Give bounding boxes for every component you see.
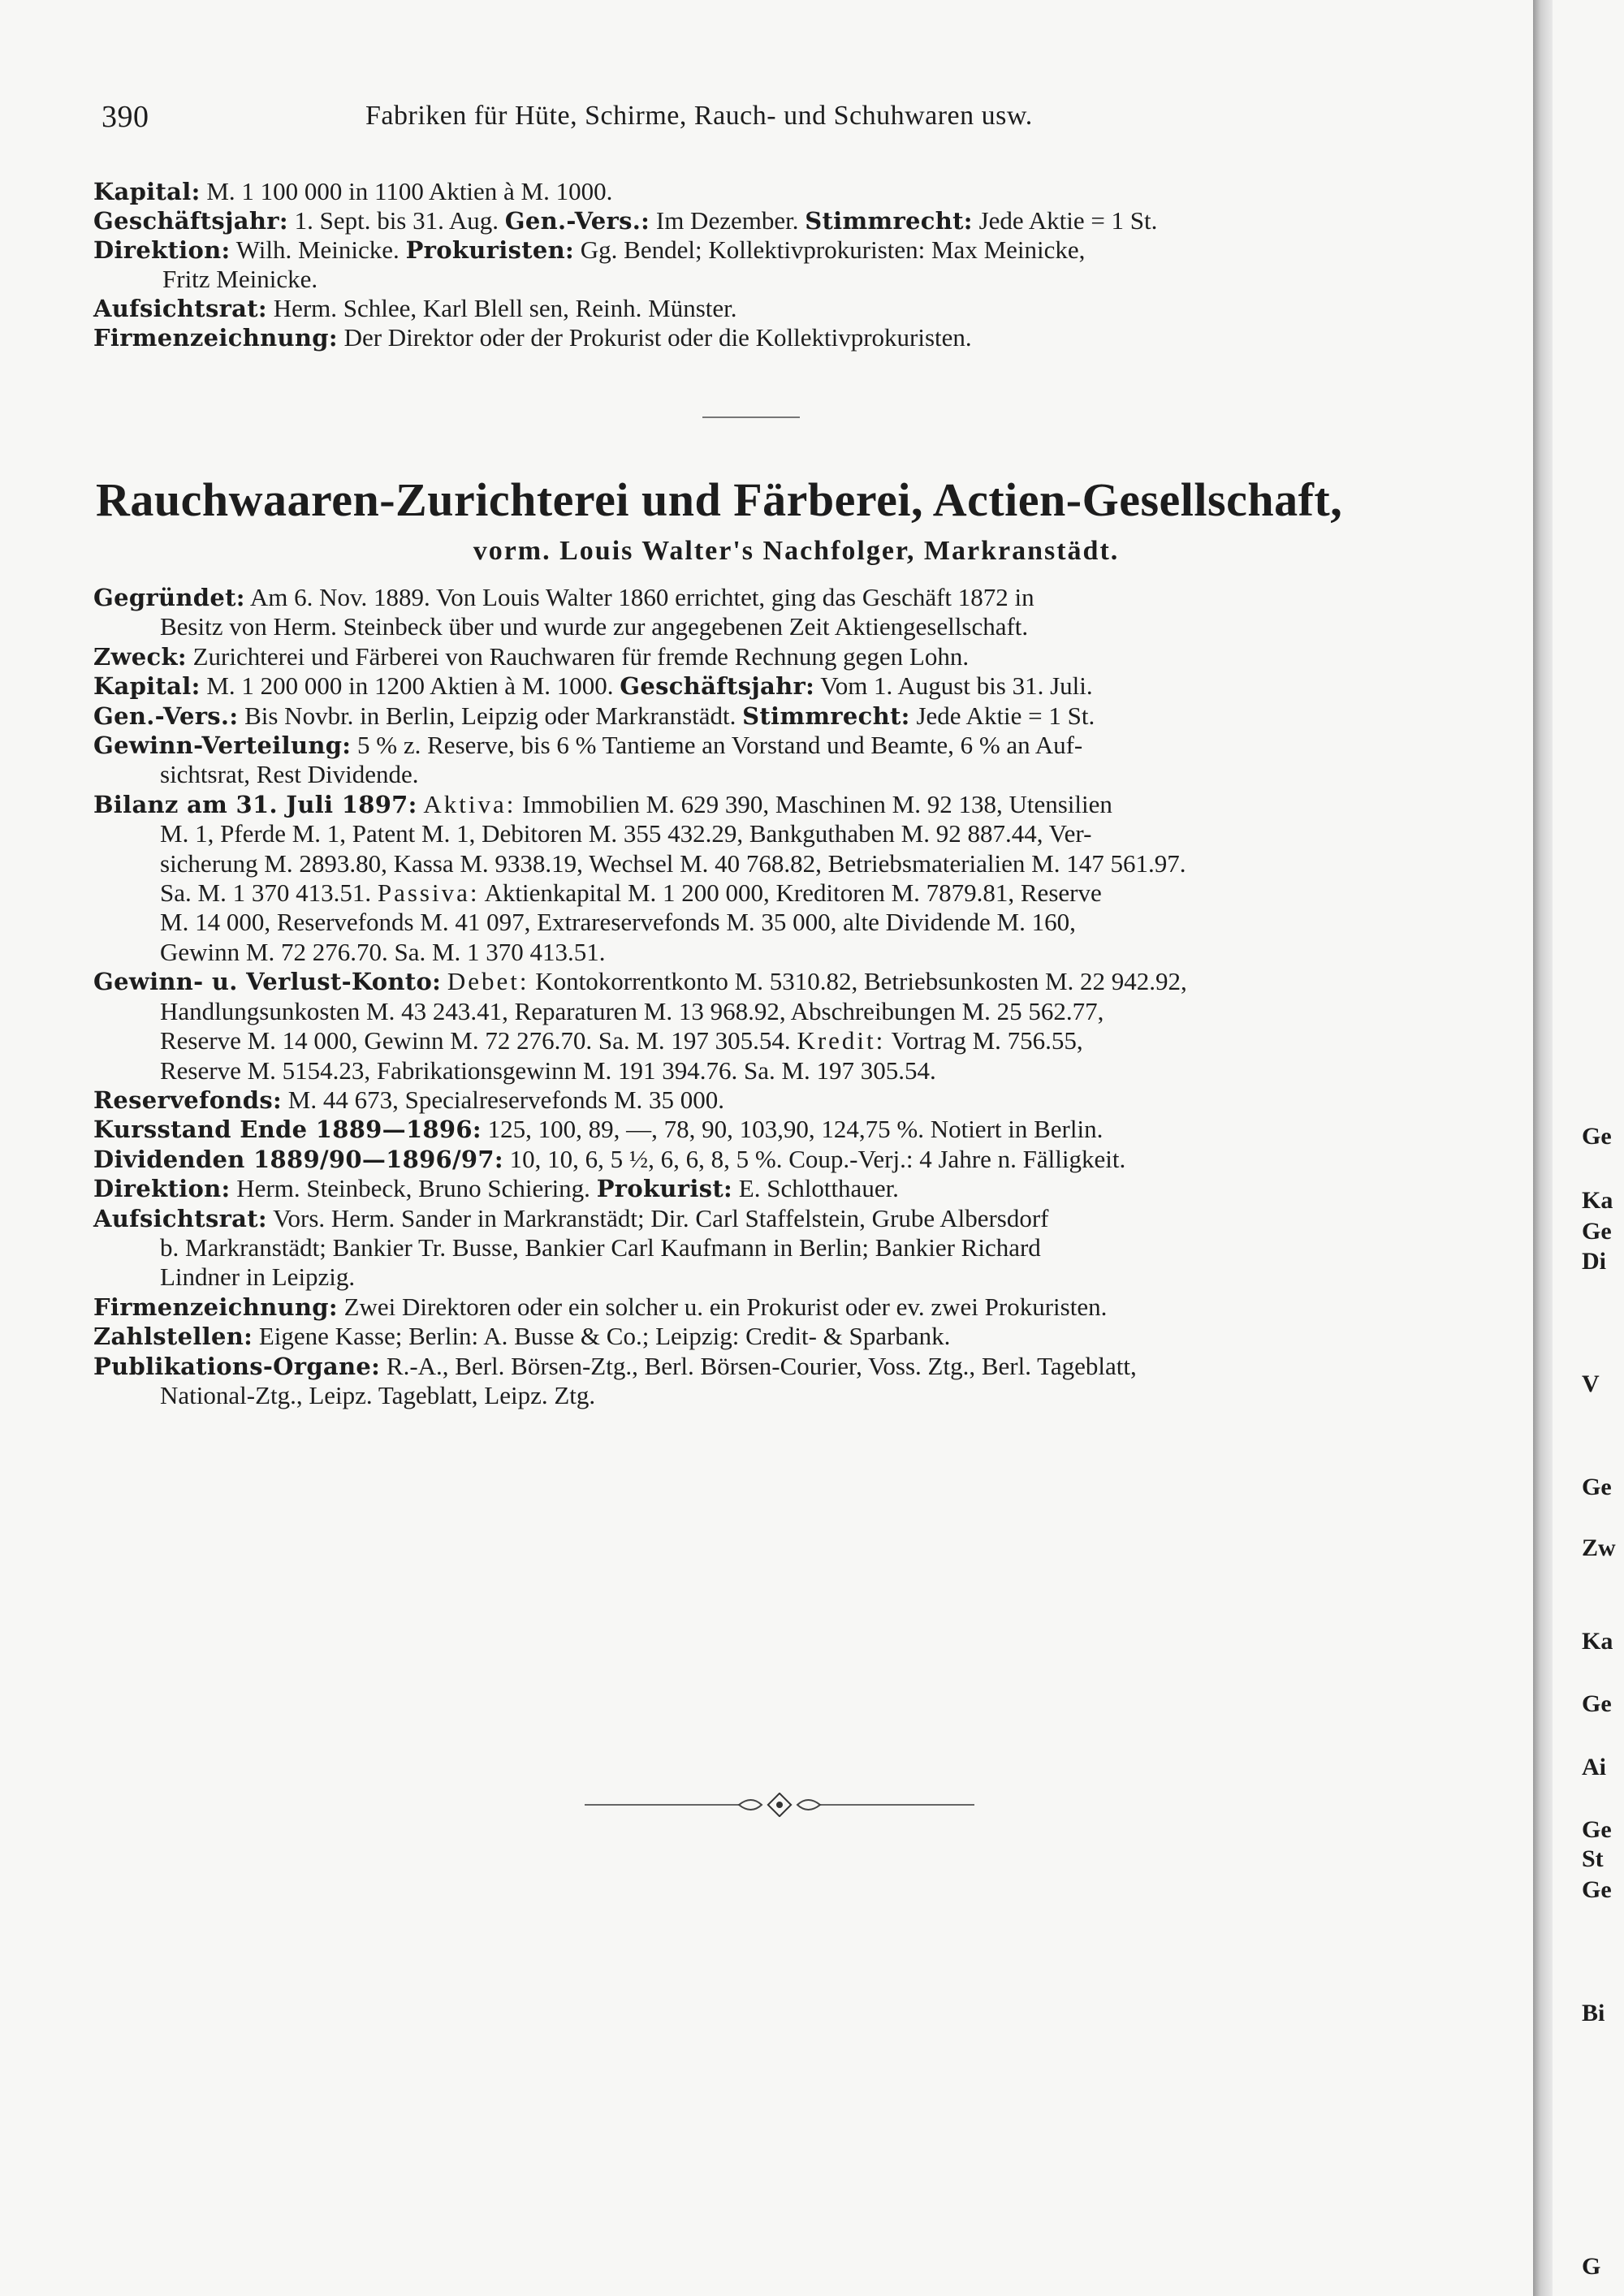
entry-gegruendet: Gegründet: Am 6. Nov. 1889. Von Louis Walter 1860 errichtet, ging das Geschäft 1872 in <box>93 583 1034 611</box>
entry-bilanz-line-3: Sa. M. 1 370 413.51. Passiva: Aktienkapital M. 1 200 000, Kreditoren M. 7879.81, Reserve <box>160 878 1102 908</box>
entry-guv-line-1: Handlungsunkosten M. 43 243.41, Reparaturen M. 13 968.92, Abschreibungen M. 25 562.77, <box>160 996 1104 1025</box>
entry-publikations-organe-cont: National-Ztg., Leipz. Tageblatt, Leipz. Ztg. <box>160 1380 596 1409</box>
prev-firmenzeichnung: Firmenzeichnung: Der Direktor oder der Prokurist oder die Kollektivprokuristen. <box>93 323 972 352</box>
entry-dividenden: Dividenden 1889/90—1896/97: 10, 10, 6, 5 ½, 6, 6, 8, 5 %. Coup.-Verj.: 4 Jahre n. Fälligkeit. <box>93 1144 1126 1173</box>
margin-fragment: Ge <box>1582 1876 1612 1903</box>
entry-reservefonds: Reservefonds: M. 44 673, Specialreservefonds M. 35 000. <box>93 1085 725 1114</box>
prev-aufsichtsrat: Aufsichtsrat: Herm. Schlee, Karl Blell sen, Reinh. Münster. <box>93 294 737 322</box>
entry-direktion: Direktion: Herm. Steinbeck, Bruno Schiering. Prokurist: E. Schlotthauer. <box>93 1174 899 1203</box>
margin-fragment: Di <box>1582 1248 1606 1275</box>
prev-direktion-cont: Fritz Meinicke. <box>162 265 318 293</box>
company-entry <box>93 583 1494 1410</box>
margin-fragment: Bi <box>1582 2000 1605 2026</box>
entry-kapital: Kapital: M. 1 200 000 in 1200 Aktien à M. 1000. Geschäftsjahr: Vom 1. August bis 31. Juli. <box>93 671 1093 701</box>
margin-fragment: Ge <box>1582 1690 1612 1717</box>
margin-fragment: G <box>1582 2253 1601 2280</box>
ornament-divider-icon <box>585 1793 974 1817</box>
page-gutter <box>1533 0 1553 2296</box>
entry-aufsichtsrat: Aufsichtsrat: Vors. Herm. Sander in Markranstädt; Dir. Carl Staffelstein, Grube Albersdorf <box>93 1203 1049 1232</box>
entry-guv: Gewinn- u. Verlust-Konto: Debet: Kontokorrentkonto M. 5310.82, Betriebsunkosten M. 22 942.92, <box>93 967 1187 996</box>
entry-bilanz: Bilanz am 31. Juli 1897: Aktiva: Immobilien M. 629 390, Maschinen M. 92 138, Utensilien <box>93 789 1112 818</box>
entry-bilanz-line-5: Gewinn M. 72 276.70. Sa. M. 1 370 413.51. <box>160 937 606 966</box>
entry-firmenzeichnung: Firmenzeichnung: Zwei Direktoren oder ein solcher u. ein Prokurist oder ev. zwei Prokuristen. <box>93 1292 1108 1321</box>
entry-kursstand: Kursstand Ende 1889—1896: 125, 100, 89, —, 78, 90, 103,90, 124,75 %. Notiert in Berlin. <box>93 1115 1104 1144</box>
margin-fragment: St <box>1582 1845 1604 1872</box>
prev-geschaeftsjahr: Geschäftsjahr: 1. Sept. bis 31. Aug. Gen.-Vers.: Im Dezember. Stimmrecht: Jede Aktie = 1 St. <box>93 206 1158 235</box>
margin-fragment: Zw <box>1582 1534 1616 1561</box>
running-title: Fabriken für Hüte, Schirme, Rauch- und Schuhwaren usw. <box>365 101 1033 131</box>
margin-fragment: Ge <box>1582 1474 1612 1500</box>
company-name: Rauchwaaren-Zurichterei und Färberei, Actien-Gesellschaft, <box>96 473 1343 526</box>
margin-fragment: Ka <box>1582 1187 1613 1214</box>
entry-bilanz-line-1: M. 1, Pferde M. 1, Patent M. 1, Debitoren M. 355 432.29, Bankguthaben M. 92 887.44, Ver- <box>160 819 1092 848</box>
margin-fragment: V <box>1582 1370 1600 1397</box>
entry-gewinn-verteilung-cont: sichtsrat, Rest Dividende. <box>160 760 419 789</box>
entry-publikations-organe: Publikations-Organe: R.-A., Berl. Börsen-Ztg., Berl. Börsen-Courier, Voss. Ztg., Berl. Tageblatt, <box>93 1351 1137 1380</box>
entry-gewinn-verteilung: Gewinn-Verteilung: 5 % z. Reserve, bis 6 % Tantieme an Vorstand und Beamte, 6 % an Auf- <box>93 731 1083 760</box>
margin-fragment: Ge <box>1582 1218 1612 1245</box>
entry-bilanz-line-2: sicherung M. 2893.80, Kassa M. 9338.19, Wechsel M. 40 768.82, Betriebsmaterialien M. 147 561.97. <box>160 848 1186 878</box>
entry-guv-line-3: Reserve M. 5154.23, Fabrikationsgewinn M. 191 394.76. Sa. M. 197 305.54. <box>160 1055 936 1085</box>
margin-fragment: Ka <box>1582 1628 1613 1655</box>
company-subtitle: vorm. Louis Walter's Nachfolger, Markranstädt. <box>473 536 1120 566</box>
entry-zweck: Zweck: Zurichterei und Färberei von Rauchwaren für fremde Rechnung gegen Lohn. <box>93 641 970 671</box>
previous-entry <box>93 177 1494 352</box>
margin-fragment: Ge <box>1582 1816 1612 1843</box>
prev-direktion: Direktion: Wilh. Meinicke. Prokuristen: Gg. Bendel; Kollektivprokuristen: Max Meinicke, <box>93 235 1086 264</box>
adjacent-page-edge <box>1533 0 1624 2296</box>
entry-gen-vers: Gen.-Vers.: Bis Novbr. in Berlin, Leipzig oder Markranstädt. Stimmrecht: Jede Aktie = 1 St. <box>93 701 1095 730</box>
entry-gegruendet-cont: Besitz von Herm. Steinbeck über und wurde zur angegebenen Zeit Aktiengesellschaft. <box>160 612 1029 641</box>
section-divider <box>702 416 800 418</box>
entry-bilanz-line-4: M. 14 000, Reservefonds M. 41 097, Extrareservefonds M. 35 000, alte Dividende M. 160, <box>160 908 1076 937</box>
running-header <box>102 99 1230 135</box>
entry-zahlstellen: Zahlstellen: Eigene Kasse; Berlin: A. Busse & Co.; Leipzig: Credit- & Sparbank. <box>93 1322 951 1351</box>
margin-fragment: Ai <box>1582 1754 1606 1780</box>
margin-fragment: Ge <box>1582 1123 1612 1150</box>
page-number: 390 <box>102 100 149 134</box>
entry-guv-line-2: Reserve M. 14 000, Gewinn M. 72 276.70. Sa. M. 197 305.54. Kredit: Vortrag M. 756.55, <box>160 1026 1083 1055</box>
entry-aufsichtsrat-line-2: Lindner in Leipzig. <box>160 1262 356 1292</box>
prev-kapital: Kapital: M. 1 100 000 in 1100 Aktien à M. 1000. <box>93 177 613 205</box>
entry-aufsichtsrat-line-1: b. Markranstädt; Bankier Tr. Busse, Bankier Carl Kaufmann in Berlin; Bankier Richard <box>160 1232 1041 1262</box>
